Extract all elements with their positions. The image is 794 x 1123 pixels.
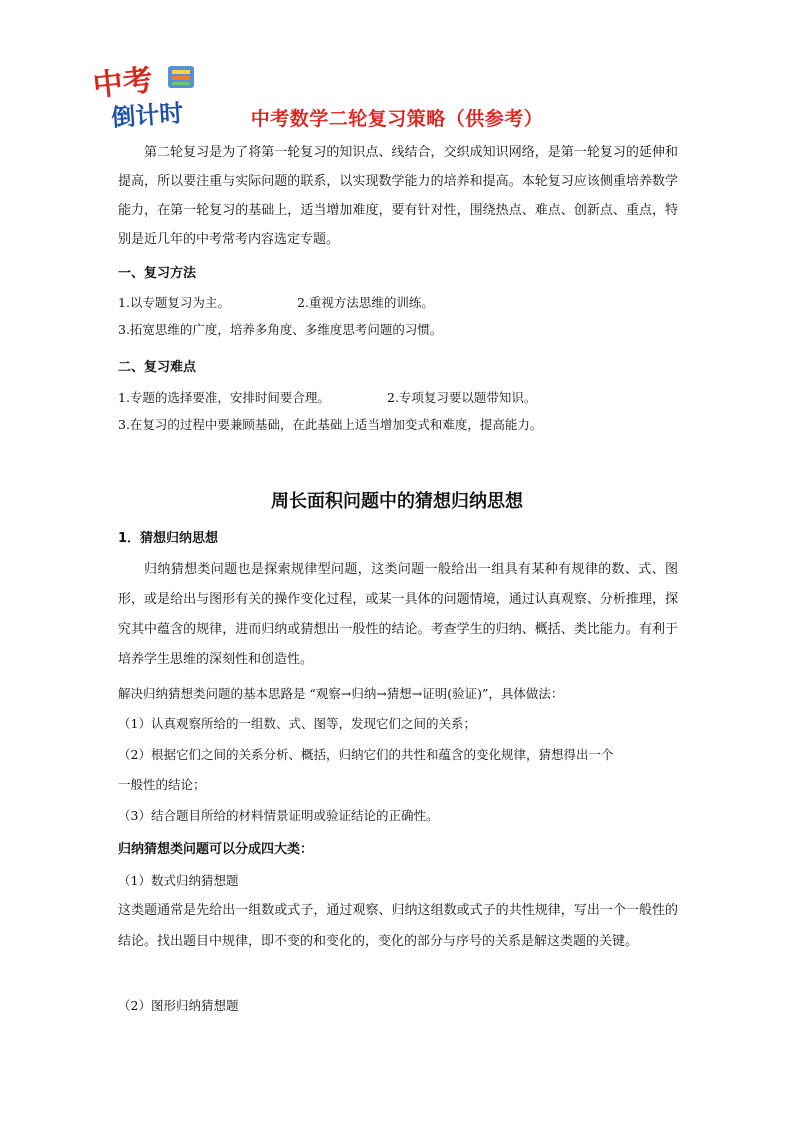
logo-text-bottom: 倒计时 <box>110 99 185 132</box>
section2-item3: 3.在复习的过程中要兼顾基础，在此基础上适当增加变式和难度，提高能力。 <box>118 417 543 432</box>
step-2-continued: 一般性的结论； <box>118 777 206 792</box>
section1-item1: 1.以专题复习为主。 <box>118 295 230 310</box>
method-line: 解决归纳猜想类问题的基本思路是 “观察→归纳→猜想→证明(验证)”，具体做法： <box>118 686 564 701</box>
section2-item2: 2.专项复习要以题带知识。 <box>387 390 537 405</box>
topic-title: 周长面积问题中的猜想归纳思想 <box>271 491 523 512</box>
topic-subheading: 1．猜想归纳思想 <box>118 531 219 546</box>
topic-paragraph-block <box>118 555 678 675</box>
intro-paragraph: 第二轮复习是为了将第一轮复习的知识点、线结合，交织成知识网络，是第一轮复习的延伸和提高，所以要注重与实际问题的联系，以实现数学能力的培养和提高。本轮复习应该侧重培养数学能力，在第一轮复习的基础上，适当增加难度，要有针对性，围绕热点、难点、创新点、重点，特别是近几年的中考常考内容选定专题。 <box>118 145 678 247</box>
step-2: （2）根据它们之间的关系分析、概括，归纳它们的共性和蕴含的变化规律，猜想得出一个 <box>118 747 614 762</box>
section2-item1: 1.专题的选择要准，安排时间要合理。 <box>118 390 330 405</box>
page-title: 中考数学二轮复习策略（供参考） <box>250 108 544 130</box>
category-2: （2）图形归纳猜想题 <box>118 998 239 1013</box>
logo-text-top: 中考 <box>92 64 155 104</box>
section1-item2: 2.重视方法思维的训练。 <box>297 295 434 310</box>
category-1-desc: 这类题通常是先给出一组数或式子，通过观察、归纳这组数或式子的共性规律，写出一个一般性的结论。找出题目中规律，即不变的和变化的，变化的部分与序号的关系是解这类题的关键。 <box>118 903 678 949</box>
step-1: （1）认真观察所给的一组数、式、图等，发现它们之间的关系； <box>118 716 476 731</box>
category-1: （1）数式归纳猜想题 <box>118 873 239 888</box>
categories-heading: 归纳猜想类问题可以分成四大类： <box>118 842 314 857</box>
section1-heading: 一、复习方法 <box>118 266 197 281</box>
category-1-desc-block <box>118 895 678 957</box>
section1-item3: 3.拓宽思维的广度，培养多角度、多维度思考问题的习惯。 <box>118 322 443 337</box>
step-3: （3）结合题目所给的材料情景证明或验证结论的正确性。 <box>118 808 439 823</box>
section2-heading: 二、复习难点 <box>118 360 197 375</box>
topic-paragraph: 归纳猜想类问题也是探索规律型问题，这类问题一般给出一组具有某种有规律的数、式、图形，或是给出与图形有关的操作变化过程，或某一具体的问题情境，通过认真观察、分析推理，探究其中蕴含的规律，进而归纳或猜想出一般性的结论。考查学生的归纳、概括、类比能力。有利于培养学生思维的深刻性和创造性。 <box>118 562 678 667</box>
intro-block <box>118 138 678 254</box>
